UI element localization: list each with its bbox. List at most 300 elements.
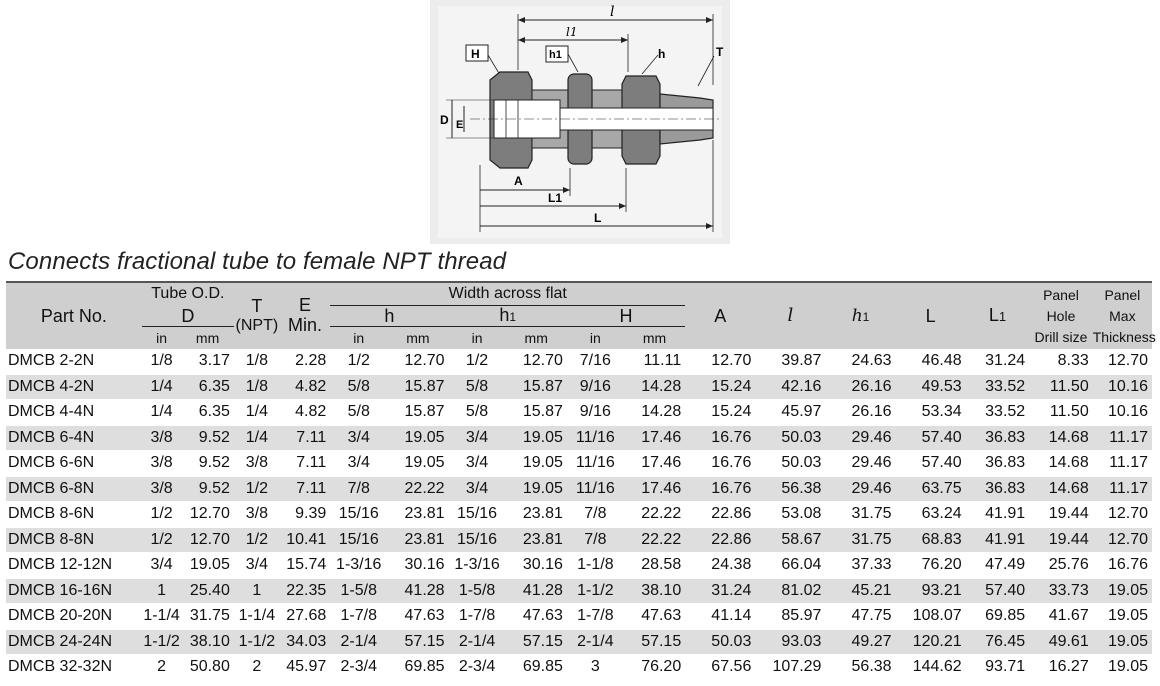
table-cell: 16.76 [685, 451, 755, 477]
table-cell: 36.83 [966, 476, 1030, 502]
table-cell: 23.81 [506, 527, 567, 553]
header-L1 [966, 282, 1030, 349]
table-cell: 3/8 [234, 502, 280, 528]
part-number-cell: DMCB 6-4N [6, 425, 142, 451]
table-cell: 22.22 [624, 527, 685, 553]
label-D: D [440, 113, 449, 127]
table-cell: 42.16 [755, 374, 825, 400]
table-cell: 93.71 [966, 655, 1030, 681]
table-row [6, 451, 1152, 477]
header-l1-text: h [851, 305, 863, 326]
table-cell: 30.16 [506, 553, 567, 579]
table-cell: 1 [234, 578, 280, 604]
table-cell: 9.52 [181, 476, 234, 502]
table-cell: 11.11 [624, 349, 685, 374]
header-a: A [685, 282, 755, 349]
table-cell: 7/8 [567, 502, 624, 528]
table-cell: 1/8 [234, 349, 280, 374]
table-cell: 11.50 [1029, 374, 1093, 400]
table-cell: 15.74 [280, 553, 330, 579]
table-cell: 19.05 [181, 553, 234, 579]
header-in: in [567, 327, 624, 350]
table-cell: 6.35 [181, 374, 234, 400]
table-row [6, 374, 1152, 400]
table-cell: 15.87 [387, 374, 448, 400]
header-mm: mm [387, 327, 448, 350]
table-row [6, 476, 1152, 502]
table-cell: 10.16 [1093, 400, 1152, 426]
part-number-cell: DMCB 12-12N [6, 553, 142, 579]
table-cell: 47.63 [387, 604, 448, 630]
table-cell: 28.58 [624, 553, 685, 579]
table-cell: 57.15 [624, 629, 685, 655]
table-cell: 41.28 [506, 578, 567, 604]
header-panel-max-2: Max [1109, 307, 1136, 324]
header-panel-max-3: Thickness [1092, 328, 1156, 345]
table-cell: 12.70 [1093, 502, 1152, 528]
table-cell: 1-1/2 [234, 629, 280, 655]
table-cell: 1-5/8 [449, 578, 506, 604]
table-cell: 47.63 [624, 604, 685, 630]
table-cell: 22.35 [280, 578, 330, 604]
table-cell: 47.63 [506, 604, 567, 630]
table-cell: 7.11 [280, 451, 330, 477]
header-panel-hole-3: Drill size [1034, 328, 1088, 345]
dim-l-label: l [610, 4, 615, 20]
table-cell: 38.10 [181, 629, 234, 655]
table-row [6, 502, 1152, 528]
table-cell: 67.56 [685, 655, 755, 681]
table-cell: 41.67 [1029, 604, 1093, 630]
table-cell: 22.22 [387, 476, 448, 502]
spec-table [6, 281, 1156, 681]
table-cell: 108.07 [896, 604, 966, 630]
table-cell: 5/8 [330, 374, 387, 400]
spec-table-body [6, 349, 1152, 680]
header-H: H [567, 306, 685, 327]
table-cell: 76.20 [896, 553, 966, 579]
table-cell: 17.46 [624, 425, 685, 451]
table-cell: 58.67 [755, 527, 825, 553]
table-cell: 45.97 [280, 655, 330, 681]
table-row [6, 629, 1152, 655]
header-panel-hole [1029, 282, 1093, 349]
table-cell: 7/16 [567, 349, 624, 374]
table-cell: 12.70 [1093, 349, 1152, 374]
table-cell: 57.40 [966, 578, 1030, 604]
table-row [6, 527, 1152, 553]
table-cell: 1-1/8 [567, 553, 624, 579]
table-cell: 29.46 [825, 425, 895, 451]
table-cell: 1-1/4 [142, 604, 181, 630]
table-cell: 34.03 [280, 629, 330, 655]
part-number-cell: DMCB 20-20N [6, 604, 142, 630]
table-cell: 49.27 [825, 629, 895, 655]
table-cell: 120.21 [896, 629, 966, 655]
table-cell: 19.05 [1093, 655, 1152, 681]
table-cell: 2 [142, 655, 181, 681]
table-row [6, 400, 1152, 426]
table-cell: 3/4 [449, 451, 506, 477]
table-cell: 85.97 [755, 604, 825, 630]
table-cell: 38.10 [624, 578, 685, 604]
table-cell: 19.05 [387, 451, 448, 477]
table-cell: 50.03 [755, 451, 825, 477]
table-cell: 33.52 [966, 374, 1030, 400]
subtitle: Connects fractional tube to female NPT thread [8, 248, 507, 275]
table-cell: 1/4 [142, 400, 181, 426]
table-cell: 2-3/4 [449, 655, 506, 681]
table-cell: 11.17 [1093, 425, 1152, 451]
table-cell: 1 [142, 578, 181, 604]
label-L1: L1 [548, 191, 563, 205]
table-cell: 16.76 [685, 476, 755, 502]
table-cell: 1-1/4 [234, 604, 280, 630]
table-cell: 11/16 [567, 451, 624, 477]
table-cell: 17.46 [624, 451, 685, 477]
table-cell: 3/4 [449, 476, 506, 502]
table-cell: 2 [234, 655, 280, 681]
table-cell: 76.20 [624, 655, 685, 681]
part-number-cell: DMCB 8-6N [6, 502, 142, 528]
table-cell: 1/2 [330, 349, 387, 374]
table-cell: 33.73 [1029, 578, 1093, 604]
table-cell: 12.70 [506, 349, 567, 374]
table-cell: 41.28 [387, 578, 448, 604]
table-cell: 1-5/8 [330, 578, 387, 604]
table-cell: 1-7/8 [449, 604, 506, 630]
table-cell: 3/4 [449, 425, 506, 451]
table-cell: 11/16 [567, 476, 624, 502]
table-cell: 3 [567, 655, 624, 681]
table-cell: 9/16 [567, 374, 624, 400]
table-cell: 81.02 [755, 578, 825, 604]
table-cell: 93.03 [755, 629, 825, 655]
table-cell: 19.05 [1093, 604, 1152, 630]
table-cell: 11.17 [1093, 451, 1152, 477]
table-cell: 45.97 [755, 400, 825, 426]
table-cell: 49.61 [1029, 629, 1093, 655]
table-cell: 4.82 [280, 374, 330, 400]
header-t-text: T [251, 296, 263, 316]
table-row [6, 349, 1152, 374]
table-cell: 56.38 [825, 655, 895, 681]
table-cell: 7/8 [567, 527, 624, 553]
table-cell: 7/8 [330, 476, 387, 502]
table-cell: 1/2 [142, 527, 181, 553]
header-tube-od [142, 282, 234, 306]
header-panel-max [1092, 282, 1156, 349]
table-row [6, 553, 1152, 579]
table-cell: 50.03 [685, 629, 755, 655]
table-cell: 23.81 [387, 502, 448, 528]
table-cell: 9.52 [181, 425, 234, 451]
table-cell: 15.24 [685, 374, 755, 400]
table-cell: 53.08 [755, 502, 825, 528]
header-in: in [330, 327, 387, 350]
table-cell: 57.15 [387, 629, 448, 655]
header-h1-sub: 1 [509, 310, 517, 324]
header-e-text: E [299, 295, 312, 315]
table-cell: 17.46 [624, 476, 685, 502]
table-cell: 1/4 [234, 400, 280, 426]
table-cell: 41.91 [966, 527, 1030, 553]
table-cell: 3/4 [234, 553, 280, 579]
header-h1-text: h [499, 305, 510, 325]
header-L1-text: L [988, 305, 999, 325]
label-L: L [594, 211, 602, 225]
table-cell: 12.70 [685, 349, 755, 374]
header-h: h [330, 306, 448, 327]
table-cell: 31.24 [966, 349, 1030, 374]
table-cell: 3.17 [181, 349, 234, 374]
table-cell: 69.85 [966, 604, 1030, 630]
table-cell: 16.27 [1029, 655, 1093, 681]
table-cell: 1-7/8 [567, 604, 624, 630]
table-cell: 1-3/16 [449, 553, 506, 579]
table-cell: 14.28 [624, 400, 685, 426]
table-cell: 29.46 [825, 476, 895, 502]
table-cell: 1-1/2 [567, 578, 624, 604]
header-mm: mm [181, 327, 234, 350]
table-cell: 31.75 [825, 502, 895, 528]
table-cell: 45.21 [825, 578, 895, 604]
header-panel-hole-1: Panel [1043, 286, 1079, 303]
table-cell: 57.40 [896, 451, 966, 477]
table-cell: 23.81 [506, 502, 567, 528]
table-cell: 6.35 [181, 400, 234, 426]
table-cell: 23.81 [387, 527, 448, 553]
table-cell: 4.82 [280, 400, 330, 426]
table-cell: 25.40 [181, 578, 234, 604]
header-panel-max-1: Panel [1104, 286, 1141, 303]
table-cell: 11/16 [567, 425, 624, 451]
table-cell: 14.68 [1029, 476, 1093, 502]
table-cell: 15.87 [387, 400, 448, 426]
table-cell: 36.83 [966, 451, 1030, 477]
header-l: l [755, 282, 825, 349]
table-cell: 1/4 [234, 425, 280, 451]
table-cell: 8.33 [1029, 349, 1093, 374]
table-cell: 29.46 [825, 451, 895, 477]
table-cell: 33.52 [966, 400, 1030, 426]
table-cell: 19.05 [506, 425, 567, 451]
label-h: h [658, 47, 666, 61]
header-in: in [449, 327, 506, 350]
table-cell: 3/8 [234, 451, 280, 477]
table-cell: 22.22 [624, 502, 685, 528]
table-cell: 10.16 [1093, 374, 1152, 400]
part-number-cell: DMCB 32-32N [6, 655, 142, 681]
table-cell: 11.50 [1029, 400, 1093, 426]
table-cell: 1/8 [142, 349, 181, 374]
part-number-cell: DMCB 4-4N [6, 400, 142, 426]
header-L: L [896, 282, 966, 349]
table-cell: 57.40 [896, 425, 966, 451]
table-cell: 144.62 [896, 655, 966, 681]
part-number-cell: DMCB 2-2N [6, 349, 142, 374]
table-cell: 1/2 [234, 476, 280, 502]
table-cell: 3/8 [142, 451, 181, 477]
table-cell: 12.70 [181, 502, 234, 528]
table-cell: 15/16 [330, 502, 387, 528]
dim-l1-label: l1 [566, 25, 578, 39]
header-L1-sub: 1 [998, 309, 1007, 324]
header-l1 [825, 282, 895, 349]
table-cell: 27.68 [280, 604, 330, 630]
table-cell: 14.68 [1029, 451, 1093, 477]
part-number-cell: DMCB 16-16N [6, 578, 142, 604]
table-cell: 50.03 [755, 425, 825, 451]
table-cell: 9/16 [567, 400, 624, 426]
label-E: E [456, 119, 464, 131]
table-cell: 24.38 [685, 553, 755, 579]
header-width: Width across flat [330, 282, 685, 306]
table-cell: 9.52 [181, 451, 234, 477]
table-cell: 93.21 [896, 578, 966, 604]
table-cell: 5/8 [449, 400, 506, 426]
table-cell: 30.16 [387, 553, 448, 579]
table-cell: 5/8 [449, 374, 506, 400]
table-cell: 1-7/8 [330, 604, 387, 630]
table-cell: 41.14 [685, 604, 755, 630]
header-t-sub: (NPT) [235, 317, 279, 334]
table-cell: 22.86 [685, 527, 755, 553]
header-tube-od-symbol: D [142, 306, 234, 327]
table-cell: 26.16 [825, 374, 895, 400]
table-cell: 57.15 [506, 629, 567, 655]
table-cell: 15/16 [330, 527, 387, 553]
header-part-no: Part No. [6, 282, 142, 349]
label-T: T [716, 45, 724, 59]
header-tube-od-text: Tube O.D. [151, 285, 225, 303]
table-cell: 14.68 [1029, 425, 1093, 451]
part-number-cell: DMCB 6-6N [6, 451, 142, 477]
table-cell: 3/4 [330, 451, 387, 477]
table-row [6, 655, 1152, 681]
table-cell: 63.24 [896, 502, 966, 528]
table-cell: 15.87 [506, 400, 567, 426]
table-cell: 2-1/4 [449, 629, 506, 655]
table-cell: 15/16 [449, 527, 506, 553]
header-e-sub: Min. [288, 315, 323, 335]
table-cell: 12.70 [387, 349, 448, 374]
table-cell: 69.85 [506, 655, 567, 681]
table-cell: 66.04 [755, 553, 825, 579]
table-cell: 19.05 [1093, 578, 1152, 604]
table-cell: 3/8 [142, 476, 181, 502]
table-cell: 107.29 [755, 655, 825, 681]
table-cell: 22.86 [685, 502, 755, 528]
table-cell: 15.24 [685, 400, 755, 426]
header-t [234, 282, 280, 349]
table-row [6, 425, 1152, 451]
table-cell: 14.28 [624, 374, 685, 400]
table-cell: 1/8 [234, 374, 280, 400]
table-cell: 56.38 [755, 476, 825, 502]
table-cell: 1/2 [234, 527, 280, 553]
label-H: H [471, 47, 480, 61]
table-cell: 15.87 [506, 374, 567, 400]
table-row [6, 604, 1152, 630]
header-in: in [142, 327, 181, 350]
table-cell: 24.63 [825, 349, 895, 374]
part-number-cell: DMCB 24-24N [6, 629, 142, 655]
table-cell: 1/4 [142, 374, 181, 400]
fitting-drawing [430, 0, 730, 244]
table-cell: 41.91 [966, 502, 1030, 528]
label-A: A [514, 174, 523, 188]
header-mm: mm [506, 327, 567, 350]
table-cell: 12.70 [1093, 527, 1152, 553]
table-cell: 3/8 [142, 425, 181, 451]
table-cell: 11.17 [1093, 476, 1152, 502]
table-cell: 7.11 [280, 425, 330, 451]
table-cell: 47.49 [966, 553, 1030, 579]
table-cell: 31.75 [825, 527, 895, 553]
table-cell: 25.76 [1029, 553, 1093, 579]
table-cell: 1-3/16 [330, 553, 387, 579]
table-cell: 19.05 [387, 425, 448, 451]
table-cell: 16.76 [685, 425, 755, 451]
table-cell: 68.83 [896, 527, 966, 553]
header-h1 [449, 306, 567, 327]
table-cell: 9.39 [280, 502, 330, 528]
table-cell: 36.83 [966, 425, 1030, 451]
table-cell: 15/16 [449, 502, 506, 528]
table-cell: 76.45 [966, 629, 1030, 655]
table-cell: 2.28 [280, 349, 330, 374]
table-row [6, 578, 1152, 604]
table-cell: 53.34 [896, 400, 966, 426]
table-cell: 63.75 [896, 476, 966, 502]
header-l1-sub: 1 [862, 309, 870, 324]
part-number-cell: DMCB 4-2N [6, 374, 142, 400]
table-cell: 19.05 [506, 451, 567, 477]
table-cell: 39.87 [755, 349, 825, 374]
table-cell: 10.41 [280, 527, 330, 553]
table-cell: 31.24 [685, 578, 755, 604]
table-cell: 26.16 [825, 400, 895, 426]
table-cell: 12.70 [181, 527, 234, 553]
header-mm: mm [624, 327, 685, 350]
table-cell: 3/4 [142, 553, 181, 579]
table-cell: 50.80 [181, 655, 234, 681]
table-cell: 19.44 [1029, 527, 1093, 553]
header-e [280, 282, 330, 349]
table-cell: 1/2 [449, 349, 506, 374]
table-cell: 19.05 [506, 476, 567, 502]
table-cell: 37.33 [825, 553, 895, 579]
table-cell: 69.85 [387, 655, 448, 681]
table-cell: 16.76 [1093, 553, 1152, 579]
part-number-cell: DMCB 8-8N [6, 527, 142, 553]
table-cell: 1-1/2 [142, 629, 181, 655]
table-cell: 49.53 [896, 374, 966, 400]
table-cell: 5/8 [330, 400, 387, 426]
table-cell: 3/4 [330, 425, 387, 451]
label-h1: h1 [549, 49, 562, 61]
table-cell: 2-3/4 [330, 655, 387, 681]
table-cell: 46.48 [896, 349, 966, 374]
table-cell: 47.75 [825, 604, 895, 630]
table-cell: 19.05 [1093, 629, 1152, 655]
table-cell: 1/2 [142, 502, 181, 528]
header-panel-hole-2: Hole [1046, 307, 1076, 324]
table-cell: 19.44 [1029, 502, 1093, 528]
table-cell: 31.75 [181, 604, 234, 630]
table-cell: 2-1/4 [330, 629, 387, 655]
